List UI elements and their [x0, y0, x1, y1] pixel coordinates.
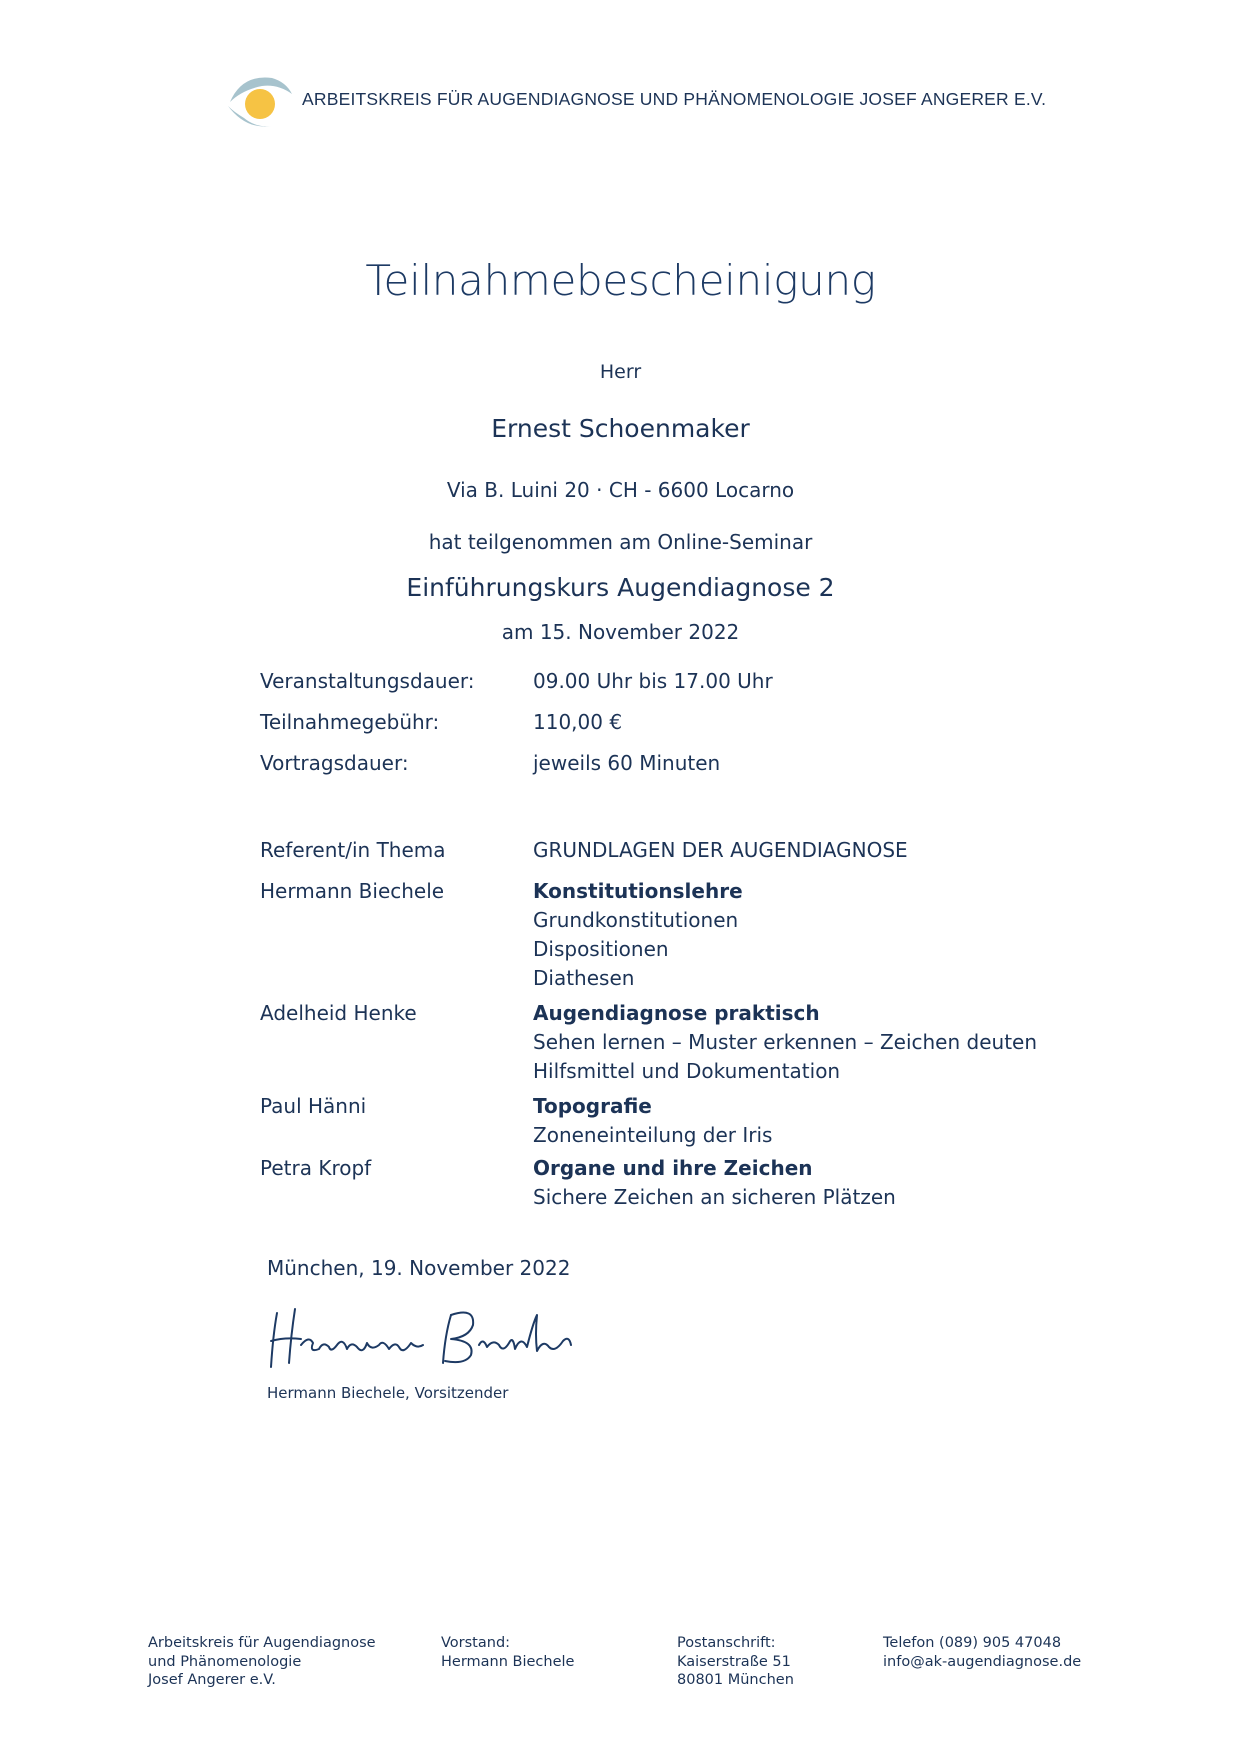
speaker-name: Hermann Biechele [260, 879, 445, 903]
footer-board: Vorstand: Hermann Biechele [441, 1635, 575, 1670]
speaker-topic: Organe und ihre Zeichen [533, 1156, 813, 1180]
footer-phone: Telefon (089) 905 47048 [883, 1635, 1062, 1651]
topic-item: Sichere Zeichen an sicheren Plätzen [533, 1185, 896, 1209]
participant-name: Ernest Schoenmaker [491, 414, 750, 443]
detail-label-fee: Teilnahmegebühr: [260, 710, 440, 734]
detail-value-fee: 110,00 € [533, 710, 623, 734]
salutation: Herr [599, 361, 642, 383]
detail-label-lecture-length: Vortragsdauer: [260, 751, 409, 775]
topic-item: Diathesen [533, 966, 635, 990]
topic-item: Hilfsmittel und Dokumentation [533, 1059, 841, 1083]
detail-label-duration: Veranstaltungsdauer: [260, 669, 475, 693]
topic-item: Dispositionen [533, 937, 669, 961]
detail-value-duration: 09.00 Uhr bis 17.00 Uhr [533, 669, 773, 693]
course-title: Einführungskurs Augendiagnose 2 [406, 573, 835, 602]
topic-item: Zoneneinteilung der Iris [533, 1123, 773, 1147]
certificate-title: Teilnahmebescheinigung [365, 256, 876, 305]
footer-contact [883, 1634, 1081, 1671]
organization-logo-icon [226, 72, 292, 132]
participant-address: Via B. Luini 20 · CH - 6600 Locarno [446, 478, 795, 502]
footer-email: info@ak-augendiagnose.de [883, 1653, 1082, 1670]
footer-postal-address: Postanschrift: Kaiserstraße 51 80801 München [677, 1635, 794, 1688]
place-and-date: München, 19. November 2022 [267, 1256, 571, 1280]
speaker-topic: Topografie [533, 1094, 652, 1118]
footer-organization: Arbeitskreis für Augendiagnose und Phänomenologie Josef Angerer e.V. [148, 1635, 376, 1688]
speaker-topic: Augendiagnose praktisch [533, 1001, 820, 1025]
participation-statement: hat teilgenommen am Online-Seminar [428, 530, 813, 554]
program-header-value: GRUNDLAGEN DER AUGENDIAGNOSE [533, 838, 908, 862]
handwritten-signature [265, 1305, 575, 1375]
detail-value-lecture-length: jeweils 60 Minuten [533, 751, 721, 775]
program-header-label: Referent/in Thema [260, 838, 446, 862]
organization-header: ARBEITSKREIS FÜR AUGENDIAGNOSE UND PHÄNOMENOLOGIE JOSEF ANGERER E.V. [302, 89, 1047, 109]
speaker-topic: Konstitutionslehre [533, 879, 743, 903]
signer-name: Hermann Biechele, Vorsitzender [267, 1384, 509, 1402]
topic-item: Sehen lernen – Muster erkennen – Zeichen deuten [533, 1030, 1038, 1054]
speaker-name: Petra Kropf [260, 1156, 372, 1180]
speaker-name: Paul Hänni [260, 1094, 367, 1118]
course-date: am 15. November 2022 [501, 620, 740, 644]
speaker-name: Adelheid Henke [260, 1001, 417, 1025]
topic-item: Grundkonstitutionen [533, 908, 739, 932]
